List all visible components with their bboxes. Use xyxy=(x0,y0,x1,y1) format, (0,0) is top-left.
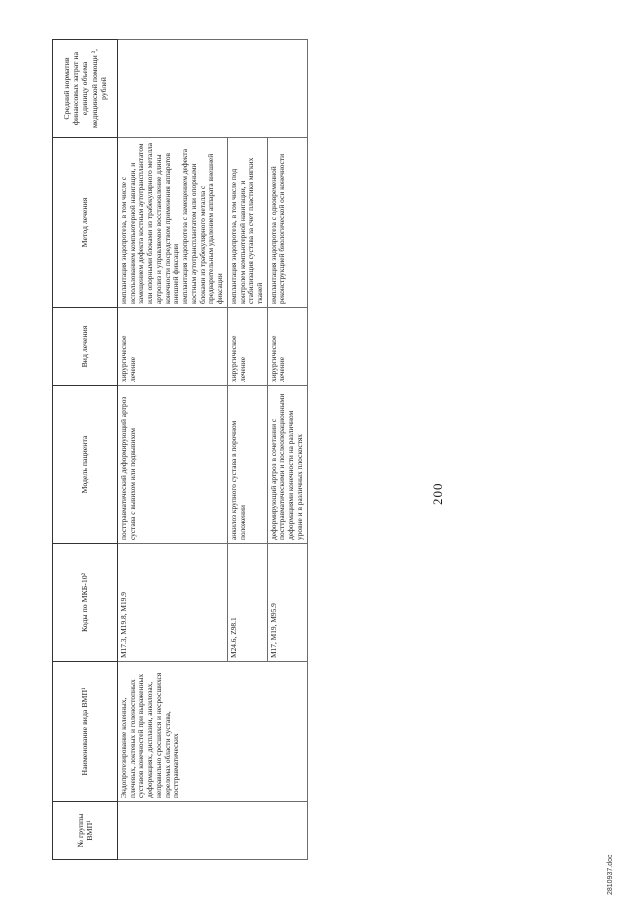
icd-codes-cell: M17, M19, M95.9 xyxy=(267,544,307,662)
treatment-method-text: имплантация эндопротеза, в том числе под контролем компьютерной навигации, и стабилизация сустава за счет пластики мягких тканей xyxy=(228,157,265,304)
patient-model-cell: анкилоз крупного сустава в порочном положении xyxy=(227,386,267,544)
header-patient-model: Модель пациента xyxy=(53,386,118,544)
group-number-cell xyxy=(118,802,308,860)
treatment-method-cell xyxy=(227,138,267,308)
patient-model-cell: деформирующий артроз в сочетании с посттравматическими и послеоперационными деформациями конечности на различном уровне и в различных плоскостях xyxy=(267,386,307,544)
treatment-type-cell: хирургическое лечение xyxy=(267,308,307,386)
header-group-number: № группы ВМП¹ xyxy=(53,802,118,860)
icd-codes-cell: M24.6, Z98.1 xyxy=(227,544,267,662)
document-id: 2810937.doc xyxy=(607,854,614,895)
patient-model-cell: посттравматический деформирующий артроз сустава с вывихом или подвывихом xyxy=(118,386,228,544)
treatment-method-text: имплантация эндопротеза с одновременной реконструкцией биологической оси конечности xyxy=(268,153,287,304)
vmp-name-cell: Эндопротезирование коленных, плечевых, локтевых и голеностопных суставов конечностей при выраженных деформациях, дисплазии, анкилозах, неправильно сросшихся и несросшихся переломах области сустава, посттравматических xyxy=(118,662,308,802)
treatment-type-cell: хирургическое лечение xyxy=(227,308,267,386)
header-treatment-method: Метод лечения xyxy=(53,138,118,308)
page-number: 200 xyxy=(430,482,445,505)
treatment-method-text: артролиз и управляемое восстановление длины конечности посредством применения аппаратов внешней фиксации xyxy=(153,152,181,304)
header-treatment-type: Вид лечения xyxy=(53,308,118,386)
treatment-method-cell xyxy=(118,138,228,308)
treatment-type-cell: хирургическое лечение xyxy=(118,308,228,386)
treatment-method-cell xyxy=(267,138,307,308)
table-row xyxy=(118,40,228,860)
vmp-table xyxy=(52,39,308,860)
treatment-method-text: имплантация эндопротеза, в том числе с использованием компьютерной навигации, и замещением дефекта костным аутотрансплантатом или опорными блоками из трабекулярного металла xyxy=(119,142,155,304)
header-average-cost: Средний норматив финансовых затрат на единицу объема медицинской помощи ³, рублей xyxy=(53,40,118,138)
treatment-method-text: имплантация эндопротеза с замещением дефекта костным аутотрансплантатом или опорными блоками из трабекулярного металла с предварительным удалением аппарата внешней фиксации xyxy=(180,148,225,304)
table-header-row xyxy=(53,40,118,860)
average-cost-cell xyxy=(118,40,308,138)
icd-codes-cell: M17.3, M19.8, M19.9 xyxy=(118,544,228,662)
header-icd-codes: Коды по МКБ-10² xyxy=(53,544,118,662)
header-vmp-name: Наименование вида ВМП¹ xyxy=(53,662,118,802)
